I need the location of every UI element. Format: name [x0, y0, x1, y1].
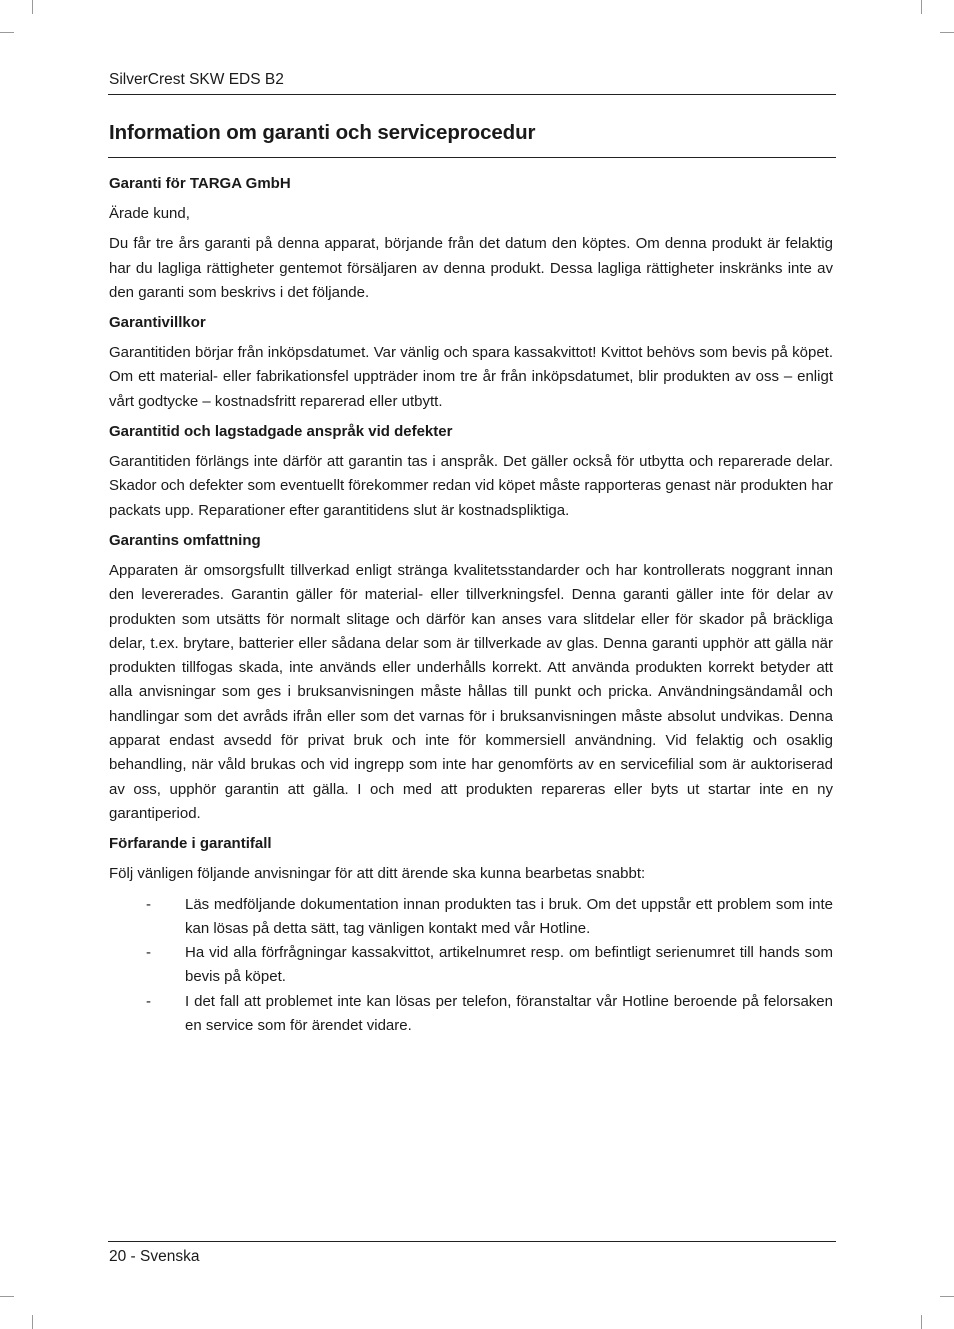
bullet-dash: -	[146, 992, 151, 1010]
crop-mark-bottom-right	[921, 1315, 922, 1329]
section-warranty-procedure	[109, 832, 833, 1038]
paragraph: Du får tre års garanti på denna apparat, börjande från det datum den köptes. Om denna produkt är felaktig har du lagliga rättigheter gentemot försäljaren av denna produkt. Dessa lagliga rättigheter inskränks inte av den garanti som beskrivs i det följande.	[109, 235, 833, 301]
salutation: Ärade kund,	[109, 205, 190, 222]
crop-mark-top-right	[921, 0, 922, 14]
document-body	[109, 172, 833, 1038]
running-header: SilverCrest SKW EDS B2	[109, 71, 284, 88]
list-item	[109, 893, 833, 942]
header-rule	[108, 94, 836, 95]
title-rule	[108, 157, 836, 158]
section-warranty-period	[109, 420, 833, 523]
section-heading: Förfarande i garantifall	[109, 835, 272, 853]
list-item	[109, 990, 833, 1039]
crop-mark-left-bottom	[0, 1296, 14, 1297]
crop-mark-bottom-left	[32, 1315, 33, 1329]
list-item-text: Ha vid alla förfrågningar kassakvittot, artikelnumret resp. om befintligt serienumret till hands som bevis på köpet.	[185, 944, 833, 986]
section-heading: Garantivillkor	[109, 314, 206, 332]
paragraph: Följ vänligen följande anvisningar för att ditt ärende ska kunna bearbetas snabbt:	[109, 865, 646, 883]
crop-mark-top-left	[32, 0, 33, 14]
footer-rule	[108, 1241, 836, 1242]
list-item	[109, 941, 833, 990]
page-number: 20 - Svenska	[109, 1248, 200, 1265]
paragraph: Garantitiden förlängs inte därför att garantin tas i anspråk. Det gäller också för utbytta och reparerade delar. Skador och defekter som eventuellt förekommer redan vid köpet måste rapporteras genast när produkten har packats upp. Reparationer efter garantitidens slut är kostnadspliktiga.	[109, 453, 833, 519]
section-heading: Garantins omfattning	[109, 531, 261, 549]
section-warranty-conditions	[109, 311, 833, 414]
crop-mark-right-bottom	[940, 1296, 954, 1297]
paragraph: Apparaten är omsorgsfullt tillverkad enligt stränga kvalitetsstandarder och har kontrollerats noggrant innan den levererades. Garantin gäller för material- eller tillverkningsfel. Denna garanti gäller inte för delar av produkten som utsätts för normalt slitage och därför kan anses vara slitdelar eller för skador på bräckliga delar, t.ex. brytare, batterier eller sådana delar som är tillverkade av glas. Denna garanti upphör att gälla när produkten tillfogas skada, inte används eller underhålls korrekt. Att använda produkten korrekt betyder att alla anvisningar som ges i bruksanvisningen måste hållas till punkt och pricka. Användningsändamål och handlingar som det avråds ifrån eller som det varnas för i bruksanvisningen måste absolut undvikas. Denna apparat endast avsedd för privat bruk och inte för kommersiell användning. Vid felaktig och osaklig behandling, när våld brukas och vid ingrepp som inte har genomförts av en servicefilial som är auktoriserad av oss, upphör garantin att gälla. I och med att produkten repareras eller byts ut startar inte en ny garantiperiod.	[109, 561, 833, 822]
bullet-dash: -	[146, 895, 151, 913]
crop-mark-right-top	[940, 32, 954, 33]
list-item-text: Läs medföljande dokumentation innan produkten tas i bruk. Om det uppstår ett problem som inte kan lösas på detta sätt, tag vänligen kontakt med vår Hotline.	[185, 895, 833, 937]
section-heading: Garantitid och lagstadgade anspråk vid defekter	[109, 423, 453, 441]
paragraph: Garantitiden börjar från inköpsdatumet. Var vänlig och spara kassakvittot! Kvittot behövs som bevis på köpet. Om ett material- eller fabrikationsfel uppträder inom tre år från inköpsdatumet, blir produkten av oss – enligt vårt godtycke – kostnadsfritt reparerad eller utbytt.	[109, 344, 833, 410]
bullet-dash: -	[146, 944, 151, 962]
section-warranty-scope	[109, 529, 833, 826]
section-heading: Garanti för TARGA GmbH	[109, 175, 291, 192]
crop-mark-left-top	[0, 32, 14, 33]
list-item-text: I det fall att problemet inte kan lösas per telefon, föranstaltar vår Hotline beroende på felorsaken en service som för ärendet vidare.	[185, 992, 833, 1035]
procedure-list	[109, 893, 833, 1039]
page-title: Information om garanti och serviceprocedur	[109, 121, 536, 144]
section-warranty-targa	[109, 172, 833, 305]
